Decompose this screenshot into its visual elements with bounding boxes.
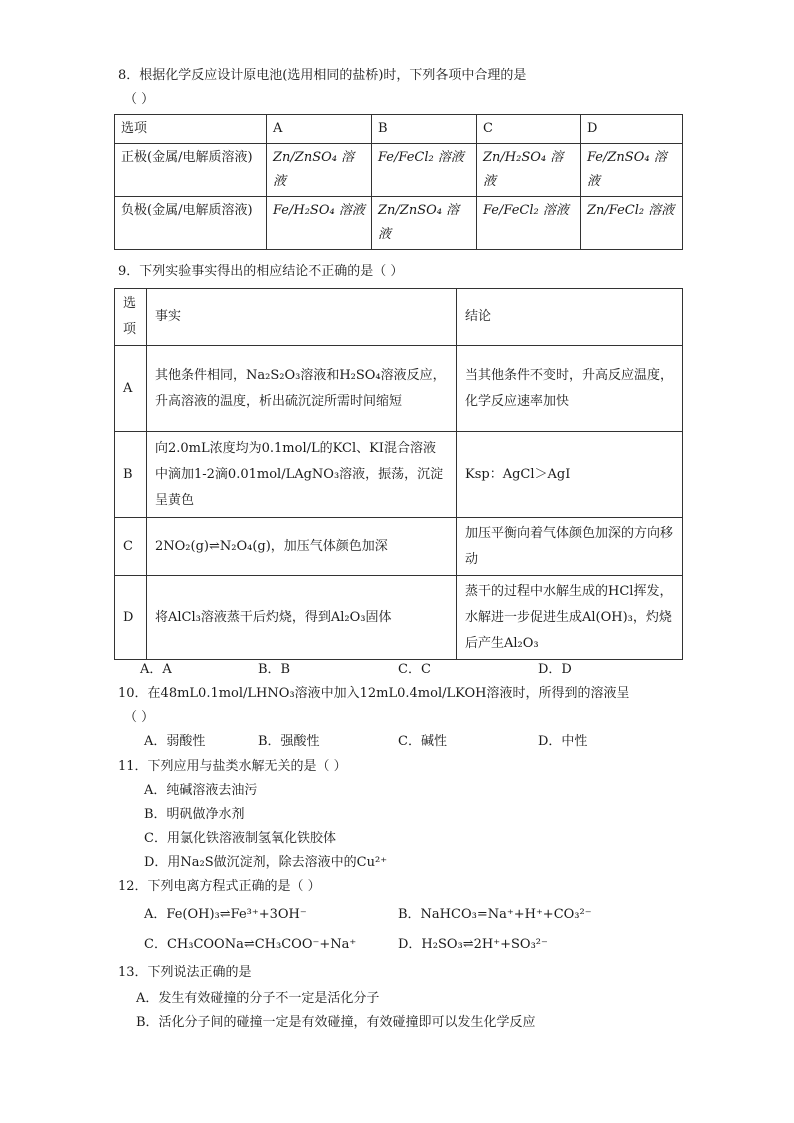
- q8-table-header: [115, 115, 683, 144]
- q12-stem: 12．下列电离方程式正确的是（ ）: [118, 879, 321, 894]
- q9-table: [114, 288, 683, 660]
- q12-option-a[interactable]: A．Fe(OH)₃⇌Fe³⁺+3OH⁻: [144, 907, 307, 922]
- q8-row-label: 负极(金属/电解质溶液): [115, 197, 267, 250]
- q9-header-conclusion: 结论: [457, 289, 683, 346]
- q12-option-d[interactable]: D．H₂SO₃⇌2H⁺+SO₃²⁻: [398, 937, 548, 952]
- q9-table-header: [115, 289, 683, 346]
- q9-row-label: C: [115, 518, 147, 576]
- q10-option-d[interactable]: D．中性: [538, 734, 588, 749]
- q13-option-a[interactable]: A．发生有效碰撞的分子不一定是活化分子: [136, 991, 380, 1006]
- q10-answer-paren: （ ）: [124, 710, 155, 725]
- q8-header-b: B: [372, 115, 477, 144]
- q13-option-b[interactable]: B．活化分子间的碰撞一定是有效碰撞，有效碰撞即可以发生化学反应: [136, 1015, 536, 1030]
- q9-row-c: [115, 518, 683, 576]
- q8-cell: Zn/H₂SO₄ 溶液: [477, 144, 581, 197]
- q10-option-b[interactable]: B．强酸性: [258, 734, 320, 749]
- q9-row-fact: 2NO₂(g)⇌N₂O₄(g)，加压气体颜色加深: [147, 518, 457, 576]
- q8-table: [114, 114, 683, 250]
- q10-option-c[interactable]: C．碱性: [398, 734, 447, 749]
- q13-stem: 13．下列说法正确的是: [118, 965, 252, 980]
- q8-header-a: A: [267, 115, 372, 144]
- q9-row-conclusion: Ksp：AgCl＞AgI: [457, 432, 683, 518]
- q9-row-label: B: [115, 432, 147, 518]
- q9-row-fact: 向2.0mL浓度均为0.1mol/L的KCl、KI混合溶液中滴加1-2滴0.01mol/LAgNO₃溶液，振荡，沉淀呈黄色: [147, 432, 457, 518]
- q8-cell: Fe/FeCl₂ 溶液: [372, 144, 477, 197]
- q11-stem: 11．下列应用与盐类水解无关的是（ ）: [118, 759, 347, 774]
- q9-header-fact: 事实: [147, 289, 457, 346]
- q9-row-conclusion: 加压平衡向着气体颜色加深的方向移动: [457, 518, 683, 576]
- q8-cell: Zn/ZnSO₄ 溶液: [372, 197, 477, 250]
- q8-header-c: C: [477, 115, 581, 144]
- q9-row-conclusion: 当其他条件不变时，升高反应温度，化学反应速率加快: [457, 346, 683, 432]
- q10-option-a[interactable]: A．弱酸性: [144, 734, 206, 749]
- q8-cell: Fe/FeCl₂ 溶液: [477, 197, 581, 250]
- q9-row-d: [115, 576, 683, 660]
- q9-option-c[interactable]: C．C: [398, 662, 431, 677]
- q11-option-d[interactable]: D．用Na₂S做沉淀剂，除去溶液中的Cu²⁺: [144, 855, 388, 870]
- q9-row-label: A: [115, 346, 147, 432]
- q8-cell: Zn/ZnSO₄ 溶液: [267, 144, 372, 197]
- q11-option-a[interactable]: A．纯碱溶液去油污: [144, 783, 258, 798]
- q8-cell: Fe/H₂SO₄ 溶液: [267, 197, 372, 250]
- q8-header-option: 选项: [115, 115, 267, 144]
- q8-row-negative: [115, 197, 683, 250]
- q9-option-d[interactable]: D．D: [538, 662, 572, 677]
- q9-row-fact: 将AlCl₃溶液蒸干后灼烧，得到Al₂O₃固体: [147, 576, 457, 660]
- q9-row-b: [115, 432, 683, 518]
- q12-option-b[interactable]: B．NaHCO₃=Na⁺+H⁺+CO₃²⁻: [398, 907, 592, 922]
- q9-header-option: 选项: [115, 289, 147, 346]
- q9-row-conclusion: 蒸干的过程中水解生成的HCl挥发，水解进一步促进生成Al(OH)₃，灼烧后产生Al₂O₃: [457, 576, 683, 660]
- q9-stem: 9．下列实验事实得出的相应结论不正确的是（ ）: [118, 264, 404, 279]
- q10-stem: 10．在48mL0.1mol/LHNO₃溶液中加入12mL0.4mol/LKOH溶液时，所得到的溶液呈: [118, 686, 630, 701]
- q9-option-a[interactable]: A．A: [140, 662, 172, 677]
- q11-option-c[interactable]: C．用氯化铁溶液制氢氧化铁胶体: [144, 831, 336, 846]
- q9-row-fact: 其他条件相同，Na₂S₂O₃溶液和H₂SO₄溶液反应，升高溶液的温度，析出硫沉淀所需时间缩短: [147, 346, 457, 432]
- q8-cell: Zn/FeCl₂ 溶液: [581, 197, 683, 250]
- q9-option-b[interactable]: B．B: [258, 662, 291, 677]
- q9-row-a: [115, 346, 683, 432]
- q8-row-positive: [115, 144, 683, 197]
- q8-row-label: 正极(金属/电解质溶液): [115, 144, 267, 197]
- q11-option-b[interactable]: B．明矾做净水剂: [144, 807, 245, 822]
- q9-row-label: D: [115, 576, 147, 660]
- q8-cell: Fe/ZnSO₄ 溶液: [581, 144, 683, 197]
- q8-stem: 8．根据化学反应设计原电池(选用相同的盐桥)时，下列各项中合理的是: [118, 68, 527, 83]
- q8-header-d: D: [581, 115, 683, 144]
- q8-answer-paren: （ ）: [124, 92, 155, 107]
- q12-option-c[interactable]: C．CH₃COONa⇌CH₃COO⁻+Na⁺: [144, 937, 357, 952]
